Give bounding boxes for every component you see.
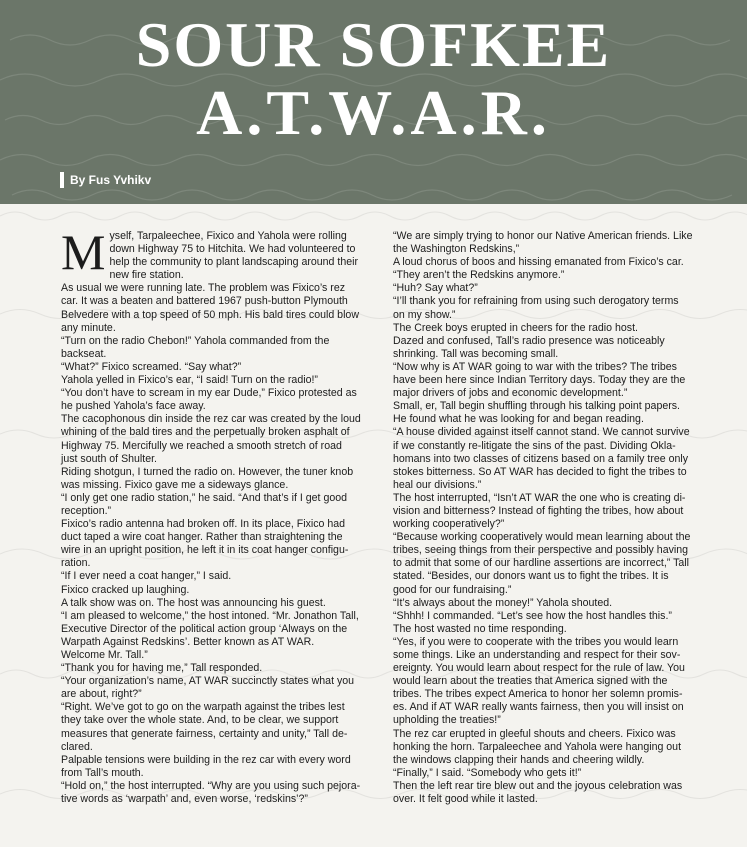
- byline-text: By Fus Yvhikv: [70, 173, 152, 187]
- header-banner: [0, 0, 747, 204]
- paragraph: The host interrupted, “Isn’t AT WAR the one who is creating di-vision and bitterness? Instead of fighting the tribes, how about working cooperatively?”: [393, 491, 686, 531]
- byline-bar: [60, 172, 64, 188]
- paragraph: “Thank you for having me,” Tall responded.: [61, 662, 263, 675]
- drop-cap: M: [61, 224, 106, 280]
- paragraph: “Yes, if you were to cooperate with the tribes you would learn some things. Like an understanding and respect for their sov-ereignty. You would learn about respect for the rule of law. You would learn about the treaties that America signed with the tribes. The tribes expect America to honor her solemn promis-es. And if AT WAR really wants fairness, then you will insist on upholding the treaties!”: [393, 635, 685, 727]
- paragraph: “I only get one radio station,” he said. “And that’s if I get good reception.”: [61, 491, 348, 517]
- paragraph: “Right. We’ve got to go on the warpath against the tribes lest they take over the whole state. And, to be clear, we support measures that generate fairness, certainty and unity,” Tall de-clared.: [61, 701, 348, 753]
- paragraph: “They aren’t the Redskins anymore.”: [393, 269, 565, 282]
- paragraph: Yahola yelled in Fixico’s ear, “I said! Turn on the radio!”: [61, 374, 318, 387]
- paragraph: “What?” Fixico screamed. “Say what?”: [61, 360, 242, 373]
- article-column-left: [61, 224, 361, 806]
- paragraph: Riding shotgun, I turned the radio on. However, the tuner knob was missing. Fixico gave me a sideways glance.: [61, 465, 354, 491]
- paragraph: Then the left rear tire blew out and the joyous celebration was over. It felt good while it lasted.: [393, 779, 683, 806]
- paragraph: Fixico’s radio antenna had broken off. In its place, Fixico had duct taped a wire coat hanger. Rather than straightening the wire in an upright position, he left it in its coat hanger configu-ration.: [61, 518, 349, 570]
- opening-paragraph: [61, 224, 361, 282]
- article-title-line2: A.T.W.A.R.: [196, 77, 551, 148]
- paragraph: “Shhh! I commanded. “Let’s see how the host handles this.”: [393, 609, 672, 622]
- byline: [60, 172, 151, 188]
- paragraph: As usual we were running late. The problem was Fixico’s rez car. It was a beaten and battered 1967 push-button Plymouth Belvedere with a top speed of 50 mph. His bald tires could blow any minute.: [61, 282, 359, 334]
- paragraph: “We are simply trying to honor our Native American friends. Like the Washington Redskins,”: [393, 230, 693, 256]
- article-column-right: [393, 230, 693, 806]
- paragraph: The Creek boys erupted in cheers for the radio host.: [393, 321, 638, 334]
- paragraph: “Huh? Say what?”: [393, 282, 478, 295]
- paragraph: “If I ever need a coat hanger,” I said.: [61, 570, 232, 583]
- paragraph: The host wasted no time responding.: [393, 622, 567, 635]
- paragraph: Dazed and confused, Tall’s radio presence was noticeably shrinking. Tall was becoming small.: [393, 334, 665, 360]
- paragraph: The cacophonous din inside the rez car was created by the loud whining of the bald tires and the perpetually broken asphalt of Highway 75. Mercifully we reached a smooth stretch of road just south of Shulter.: [61, 413, 361, 465]
- paragraph: “Finally,” I said. “Somebody who gets it!”: [393, 766, 582, 779]
- paragraph: “Your organization’s name, AT WAR succinctly states what you are about, right?”: [61, 675, 355, 701]
- paragraph: Fixico cracked up laughing.: [61, 583, 190, 596]
- paragraph: “Turn on the radio Chebon!” Yahola commanded from the backseat.: [61, 334, 330, 360]
- paragraph: A talk show was on. The host was announcing his guest.: [61, 596, 326, 609]
- paragraph: Small, er, Tall begin shuffling through his talking point papers. He found what he was looking for and began reading.: [393, 400, 680, 426]
- article-body: [0, 204, 747, 847]
- paragraph: “It’s always about the money!” Yahola shouted.: [393, 596, 613, 609]
- paragraph: “Now why is AT WAR going to war with the tribes? The tribes have been here since Indian Territory days. Today they are the major drivers of jobs and economic development.”: [393, 360, 686, 400]
- article-title-line1: SOUR SOFKEE: [135, 9, 612, 80]
- paragraph: “I am pleased to welcome,” the host intoned. “Mr. Jonathon Tall, Executive Director of the political action group ‘Always on the Warpath Against Redskins’. Better known as AT WAR. Welcome Mr. Tall.”: [61, 609, 359, 661]
- paragraph: A loud chorus of boos and hissing emanated from Fixico’s car.: [393, 256, 684, 269]
- paragraph: Palpable tensions were building in the rez car with every word from Tall’s mouth.: [61, 753, 351, 779]
- paragraph: “You don’t have to scream in my ear Dude,” Fixico protested as he pushed Yahola’s face away.: [61, 387, 357, 413]
- paragraph: “Hold on,” the host interrupted. “Why are you using such pejora-tive words as ‘warpath’ and, even worse, ‘redskins’?”: [61, 779, 361, 806]
- paragraph: “I’ll thank you for refraining from using such derogatory terms on my show.”: [393, 295, 679, 321]
- opening-paragraph-text: yself, Tarpaleechee, Fixico and Yahola were rolling down Highway 75 to Hitchita. We had volunteered to help the community to plant landscaping around their new fire station.: [109, 230, 358, 282]
- paragraph: “Because working cooperatively would mean learning about the tribes, seeing things from their perspective and possibly having to admit that some of our hardline assertions are incorrect,” Tall stated. “Besides, our donors want us to fight the tribes. It is good for our fundraising.”: [393, 531, 691, 596]
- paragraph: The rez car erupted in gleeful shouts and cheers. Fixico was honking the horn. Tarpaleechee and Yahola were hanging out the windows clapping their hands and cheering wildly.: [393, 727, 682, 766]
- paragraph: “A house divided against itself cannot stand. We cannot survive if we constantly re-litigate the sins of the past. Dividing Okla-homans into two classes of citizens based on a family tree only stokes bitterness. So AT WAR has decided to fight the tribes to heal our divisions.”: [393, 426, 690, 491]
